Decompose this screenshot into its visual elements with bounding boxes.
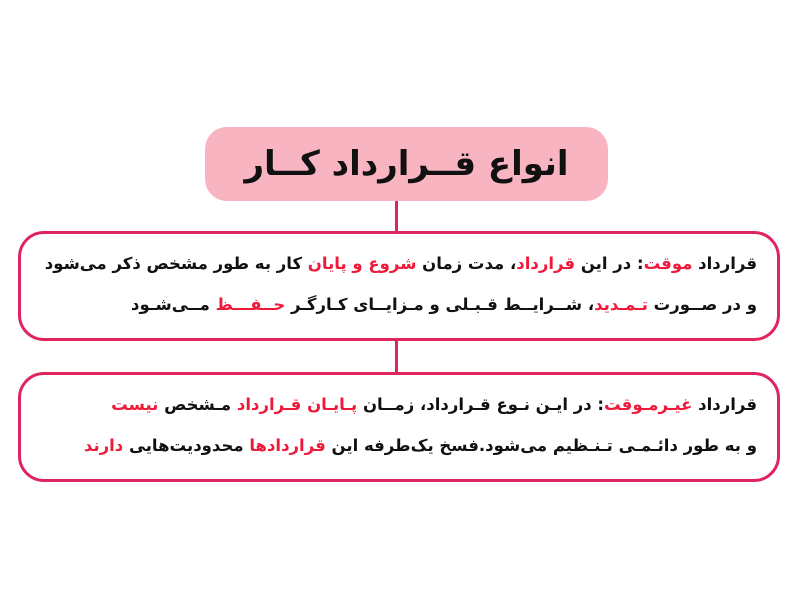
text-segment: : در ایـن نـوع قـرارداد، زمــان [357, 395, 605, 414]
highlighted-term: قراردادها [249, 436, 326, 455]
permanent-contract-line-1 [111, 395, 757, 414]
text-segment: مـشخص [158, 395, 237, 414]
highlighted-term: نیست [111, 395, 159, 414]
highlighted-term: غیـرمـوقت [604, 395, 693, 414]
text-segment: کار به طور مشخص ذکر می‌شود [44, 254, 308, 273]
highlighted-term: دارند [83, 436, 124, 455]
temporary-contract-line-2 [131, 295, 757, 314]
text-segment: قرارداد [692, 254, 757, 273]
page-title: انواع قــرارداد کــار [244, 144, 569, 184]
highlighted-term: تـمـدید [594, 295, 648, 314]
text-segment: : در این [575, 254, 644, 273]
text-segment: ، شــرایــط قـبـلی و مـزایــای کـارگـر [285, 295, 595, 314]
permanent-contract-card [18, 372, 780, 482]
connector-temporary-to-permanent [395, 340, 398, 372]
text-segment: و به طور دائـمـی تـنـظیم می‌شود.فسخ یک‌طرفه این [325, 436, 757, 455]
highlighted-term: قرارداد [516, 254, 576, 273]
text-segment: قرارداد [692, 395, 757, 414]
highlighted-term: موقت [643, 254, 693, 273]
temporary-contract-line-1 [45, 254, 757, 273]
text-segment: محدودیت‌هایی [123, 436, 250, 455]
connector-title-to-temporary [395, 201, 398, 231]
text-segment: ، مدت زمان [416, 254, 517, 273]
temporary-contract-card [18, 231, 780, 341]
title-box [205, 127, 608, 201]
text-segment: مــی‌شـود [131, 295, 216, 314]
highlighted-term: پـایـان قـرارداد [236, 395, 358, 414]
text-segment: و در صــورت [647, 295, 757, 314]
highlighted-term: شروع و پایان [307, 254, 417, 273]
permanent-contract-line-2 [84, 436, 757, 455]
highlighted-term: حــفـــظ [215, 295, 286, 314]
